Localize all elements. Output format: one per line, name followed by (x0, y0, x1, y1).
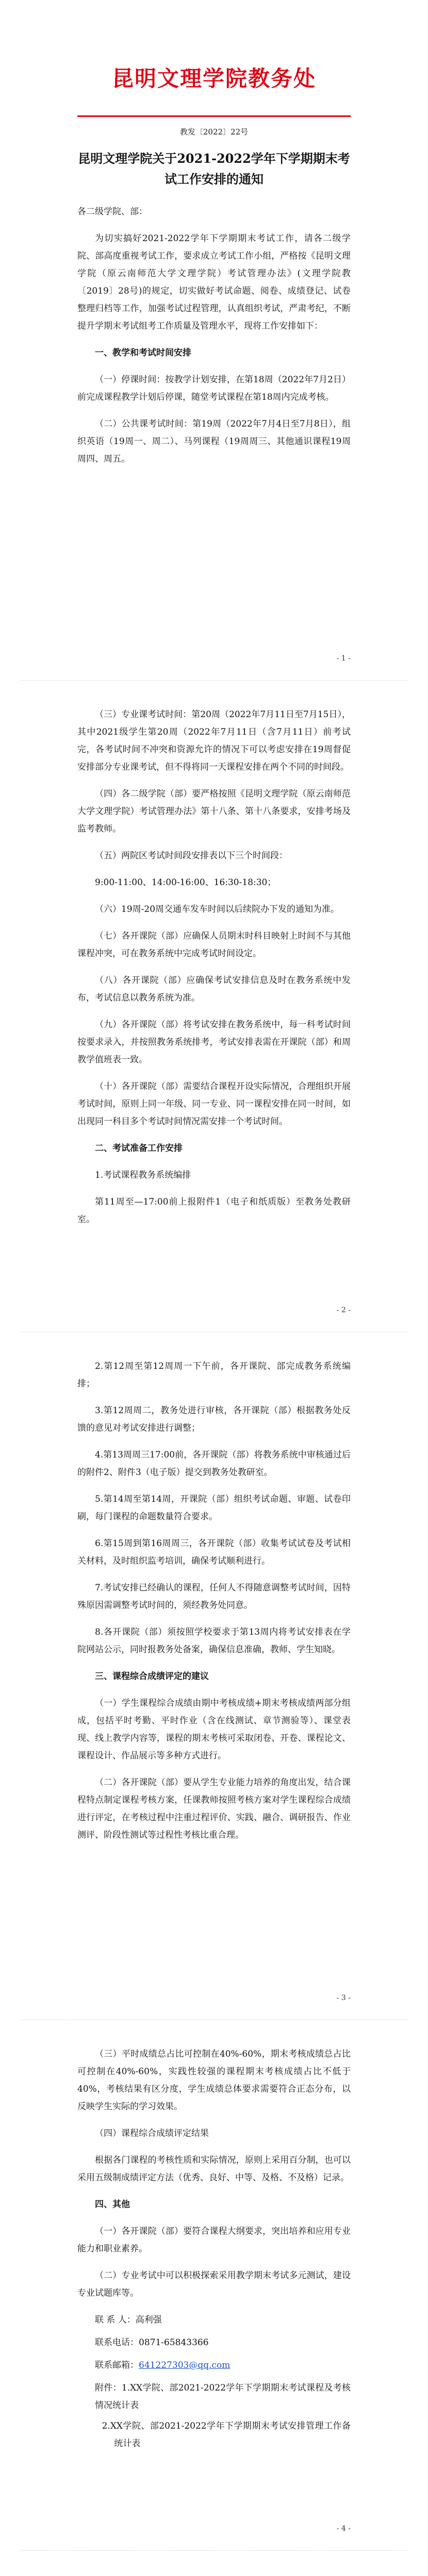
contact-email (77, 2357, 351, 2374)
section-heading-2: 二、考试准备工作安排 (95, 1143, 183, 1154)
paragraph: （十）各开课院（部）需要结合课程开设实际情况，合理组织开展考试时间，原则上同一年级、同一专业、同一课程安排在同一时间，如出现同一科目多个考试时间情况需安排一个考试时间。 (77, 1081, 351, 1127)
page-number: - 3 - (336, 1994, 351, 2002)
red-divider-line (77, 115, 351, 117)
page-2 (0, 706, 428, 1238)
paragraph: 1.考试课程教务系统编排 (95, 1170, 191, 1180)
paragraph: （六）19周-20周交通车发车时间以后续院办下发的通知为准。 (95, 904, 340, 914)
paragraph: 2.第12周至第12周周一下午前，各开课院、部完成教务系统编排； (77, 1361, 351, 1389)
email-link[interactable]: 641227303@qq.com (139, 2360, 231, 2370)
paragraph: （一）停课时间：按教学计划安排，在第18周（2022年7月2日）前完成课程教学计划后停课，随堂考试课程在第18周内完成考核。 (77, 375, 351, 402)
page-number: - 2 - (336, 1306, 351, 1314)
page-separator (21, 2550, 407, 2551)
paragraph: 7.考试安排已经确认的课程，任何人不得随意调整考试时间，因特殊原因需调整考试时间的，须经教务处同意。 (77, 1583, 351, 1611)
paragraph: 5.第14周至第14周，开课院（部）组织考试命题、审题、试卷印刷，每门课程的命题数量符合要求。 (77, 1494, 351, 1522)
salutation: 各二级学院、部： (77, 207, 147, 217)
org-header-title: 昆明文理学院教务处 (111, 66, 316, 91)
attachment-1: 附件：1.XX学院、部2021-2022学年下学期期末考试课程及考核情况统计表 (95, 2383, 351, 2411)
paragraph: （三）平时成绩总占比可控制在40%-60%，期末考核成绩总占比可控制在40%-60%，实践性较强的课程期末考核成绩占比不低于40%，考核结果有区分度，学生成绩总体要求需要符合正态分布，以反映学生实际的学习效果。 (77, 2049, 351, 2112)
section-heading-3: 三、课程综合成绩评定的建议 (95, 1671, 209, 1682)
page-separator (21, 680, 407, 681)
paragraph: 8.各开课院（部）须按照学校要求于第13周内将考试安排表在学院网站公示，同时报教务处备案，确保信息准确，教师、学生知晓。 (77, 1627, 351, 1655)
page-1 (0, 62, 428, 477)
paragraph: （五）两院区考试时间段安排表以下三个时间段： (95, 851, 288, 861)
paragraph: （八）各开课院（部）应确保考试安排信息及时在教务系统中发布，考试信息以教务系统为准。 (77, 975, 351, 1003)
page-3 (0, 1358, 428, 1853)
paragraph: 根据各门课程的考核性质和实际情况，原则上采用百分制，也可以采用五级制成绩评定方法（优秀、良好、中等、及格、不及格）记录。 (77, 2155, 351, 2183)
intro-paragraph: 为切实搞好2021-2022学年下学期期末考试工作，请各二级学院、部高度重视考试工作，要求成立考试工作小组，严格按《昆明文理学院（原云南师范大学文理学院）考试管理办法》(文理学院教〔2019〕28号)的规定，切实做好考试命题、阅卷、成绩登记、试卷整理归档等工作，加强考试过程管理，认真组织考试，严肃考纪，不断提升学期末考试组考工作质量及管理水平，现将工作安排如下： (77, 233, 351, 331)
paragraph: （四）各二级学院（部）要严格按照《昆明文理学院（原云南师范大学文理学院）考试管理办法》第十八条、第十八条要求，安排考场及监考教师。 (77, 789, 351, 834)
contact-phone: 联系电话：0871-65843366 (95, 2337, 209, 2348)
paragraph: 4.第13周周三17:00前，各开课院（部）将教务系统中审核通过后的附件2、附件3（电子版）提交到教务处教研室。 (77, 1450, 351, 1478)
paragraph: （二）公共课考试时间：第19周（2022年7月4日至7月8日），组织英语（19周一、周二）、马列课程（19周周三、其他通识课程19周周四、周五。 (77, 419, 351, 464)
notice-title: 昆明文理学院关于2021-2022学年下学期期末考试工作安排的通知 (78, 151, 350, 187)
paragraph: （二）专业考试中可以积极探索采用教学期末考试多元测试，建设专业试题库等。 (77, 2270, 351, 2298)
paragraph: （四）课程综合成绩评定结果 (95, 2128, 209, 2139)
page-4 (0, 2045, 428, 2455)
contact-email-label: 联系邮箱： (95, 2360, 139, 2370)
section-heading-4: 四、其他 (95, 2199, 130, 2210)
paragraph: （一）各开课院（部）要符合课程大纲要求，突出培养和应用专业能力和职业素养。 (77, 2226, 351, 2254)
page-number: - 1 - (336, 654, 351, 663)
paragraph: （九）各开课院（部）将考试安排在教务系统中，每一科考试时间按要求录入，并按照教务系统排考，考试安排表需在开课院（部）和周教学值班表一致。 (77, 1020, 351, 1065)
paragraph: （三）专业课考试时间：第20周（2022年7月11日至7月15日），其中2021级学生第20周（2022年7月11日（含7月11日）前考试完，各考试时间不冲突和资源允许的情况下可以考虑安排在19周督促安排部分专业课考试，但不得将同一天课程安排在两个不同的时间段。 (77, 709, 351, 772)
paragraph: （一）学生课程综合成绩由期中考核成绩+期末考核成绩两部分组成，包括平时考勤、平时作业（含在线测试、章节测验等）、课堂表现、线上教学内容等，课程的期末考核可采取闭卷、开卷、课程论文、课程设计、作品展示等多种方式进行。 (77, 1698, 351, 1761)
section-heading-1: 一、教学和考试时间安排 (95, 348, 191, 358)
paragraph: 3.第12周周二，教务处进行审核，各开课院（部）根据教务处反馈的意见对考试安排进行调整； (77, 1405, 351, 1433)
attachment-2: 2.XX学院、部2021-2022学年下学期期末考试安排管理工作备统计表 (102, 2421, 351, 2449)
contact-person: 联 系 人：高利强 (95, 2315, 162, 2325)
document-number: 教发〔2022〕22号 (179, 127, 249, 137)
page-number: - 4 - (336, 2524, 351, 2533)
paragraph: 6.第15周到第16周周三，各开课院（部）收集考试试卷及考试相关材料，及时组织监考培训，确保考试顺利进行。 (77, 1538, 351, 1566)
paragraph: （二）各开课院（部）要从学生专业能力培养的角度出发，结合课程特点制定课程考核方案，任课教师按照考核方案对学生课程综合成绩进行评定，在考核过程中注重过程评价、实践、融合、调研报告、作业测评、阶段性测试等过程性考核比重合理。 (77, 1777, 351, 1840)
paragraph: 第11周至—17:00前上报附件1（电子和纸质版）至教务处教研室。 (77, 1197, 351, 1225)
paragraph: （七）各开课院（部）应确保人员期末时科目映射上时间不与其他课程冲突，可在教务系统中完成考试时间设定。 (77, 931, 351, 959)
time-slots: 9:00-11:00、14:00-16:00、16:30-18:30； (95, 877, 276, 888)
